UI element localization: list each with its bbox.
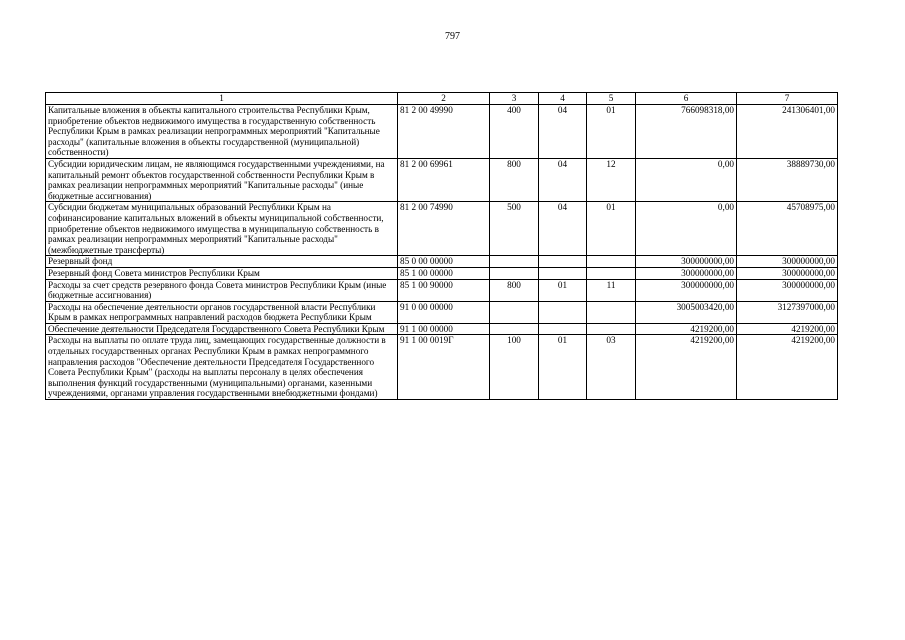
row-name: Расходы за счет средств резервного фонда Совета министров Республики Крым (иные бюджетные ассигнования)	[46, 279, 398, 301]
table-row	[46, 202, 838, 256]
row-sum-1: 4219200,00	[636, 323, 737, 335]
row-sum-2: 4219200,00	[737, 335, 838, 400]
row-name: Резервный фонд Совета министров Республики Крым	[46, 267, 398, 279]
row-code: 85 1 00 90000	[398, 279, 490, 301]
column-header: 4	[539, 93, 587, 105]
row-vr: 400	[490, 105, 539, 159]
row-pr	[587, 323, 636, 335]
row-vr: 800	[490, 279, 539, 301]
row-sum-1: 4219200,00	[636, 335, 737, 400]
table-row	[46, 301, 838, 323]
row-code: 91 1 00 00000	[398, 323, 490, 335]
row-sum-2: 300000000,00	[737, 267, 838, 279]
row-code: 85 0 00 00000	[398, 256, 490, 268]
row-rz	[539, 301, 587, 323]
column-header: 5	[587, 93, 636, 105]
row-name: Расходы на выплаты по оплате труда лиц, замещающих государственные должности в отдельных государственных органах Республики Крым в рамках непрограммного направления расходов "Обеспечение деятельности Председателя Государственного Совета Республики Крым" (расходы на выплаты персоналу в целях обеспечения выполнения функций государственными (муниципальными) органами, казенными учреждениями, органами управления государственными внебюджетными фондами)	[46, 335, 398, 400]
row-pr	[587, 267, 636, 279]
table-row	[46, 267, 838, 279]
row-name: Субсидии бюджетам муниципальных образований Республики Крым на софинансирование капитальных вложений в объекты муниципальной собственности, приобретение объектов недвижимого имущества в муниципальную собственность в рамках реализации непрограммных мероприятий "Капитальные расходы" (межбюджетные трансферты)	[46, 202, 398, 256]
row-name: Расходы на обеспечение деятельности органов государственной власти Республики Крым в рамках непрограммных направлений расходов бюджета Республики Крым	[46, 301, 398, 323]
row-pr: 01	[587, 202, 636, 256]
row-code: 81 2 00 69961	[398, 158, 490, 201]
row-vr	[490, 301, 539, 323]
budget-table	[45, 92, 838, 400]
row-rz: 04	[539, 202, 587, 256]
column-header: 3	[490, 93, 539, 105]
table-row	[46, 335, 838, 400]
row-pr: 12	[587, 158, 636, 201]
row-vr: 100	[490, 335, 539, 400]
table-row	[46, 323, 838, 335]
row-pr: 01	[587, 105, 636, 159]
row-rz: 04	[539, 105, 587, 159]
row-sum-2: 38889730,00	[737, 158, 838, 201]
row-code: 85 1 00 00000	[398, 267, 490, 279]
row-sum-2: 300000000,00	[737, 279, 838, 301]
row-pr	[587, 256, 636, 268]
row-code: 91 1 00 0019Г	[398, 335, 490, 400]
column-header: 7	[737, 93, 838, 105]
row-code: 81 2 00 74990	[398, 202, 490, 256]
row-rz	[539, 323, 587, 335]
row-rz: 01	[539, 279, 587, 301]
table-row	[46, 256, 838, 268]
row-sum-2: 241306401,00	[737, 105, 838, 159]
row-sum-1: 3005003420,00	[636, 301, 737, 323]
row-sum-2: 300000000,00	[737, 256, 838, 268]
row-vr: 500	[490, 202, 539, 256]
row-name: Капитальные вложения в объекты капитального строительства Республики Крым, приобретение объектов недвижимого имущества в государственную собственность Республики Крым в рамках реализации непрограммных мероприятий "Капитальные расходы" (капитальные вложения в объекты государственной (муниципальной) собственности)	[46, 105, 398, 159]
table-header-row	[46, 93, 838, 105]
table-row	[46, 105, 838, 159]
row-sum-1: 300000000,00	[636, 256, 737, 268]
row-rz: 01	[539, 335, 587, 400]
column-header: 6	[636, 93, 737, 105]
row-sum-2: 4219200,00	[737, 323, 838, 335]
row-code: 91 0 00 00000	[398, 301, 490, 323]
row-sum-1: 300000000,00	[636, 267, 737, 279]
row-sum-1: 766098318,00	[636, 105, 737, 159]
row-pr: 11	[587, 279, 636, 301]
row-sum-1: 300000000,00	[636, 279, 737, 301]
row-vr	[490, 256, 539, 268]
row-sum-1: 0,00	[636, 158, 737, 201]
row-sum-2: 45708975,00	[737, 202, 838, 256]
page-number: 797	[445, 31, 460, 42]
row-name: Субсидии юридическим лицам, не являющимся государственными учреждениями, на капитальный ремонт объектов государственной собственности Республики Крым в рамках реализации непрограммных мероприятий "Капитальные расходы" (иные бюджетные ассигнования)	[46, 158, 398, 201]
row-name: Обеспечение деятельности Председателя Государственного Совета Республики Крым	[46, 323, 398, 335]
row-rz	[539, 267, 587, 279]
table-row	[46, 279, 838, 301]
row-vr	[490, 267, 539, 279]
row-name: Резервный фонд	[46, 256, 398, 268]
row-sum-1: 0,00	[636, 202, 737, 256]
row-rz	[539, 256, 587, 268]
column-header: 2	[398, 93, 490, 105]
table-row	[46, 158, 838, 201]
row-rz: 04	[539, 158, 587, 201]
row-vr	[490, 323, 539, 335]
row-pr: 03	[587, 335, 636, 400]
row-pr	[587, 301, 636, 323]
row-code: 81 2 00 49990	[398, 105, 490, 159]
column-header: 1	[46, 93, 398, 105]
row-sum-2: 3127397000,00	[737, 301, 838, 323]
row-vr: 800	[490, 158, 539, 201]
